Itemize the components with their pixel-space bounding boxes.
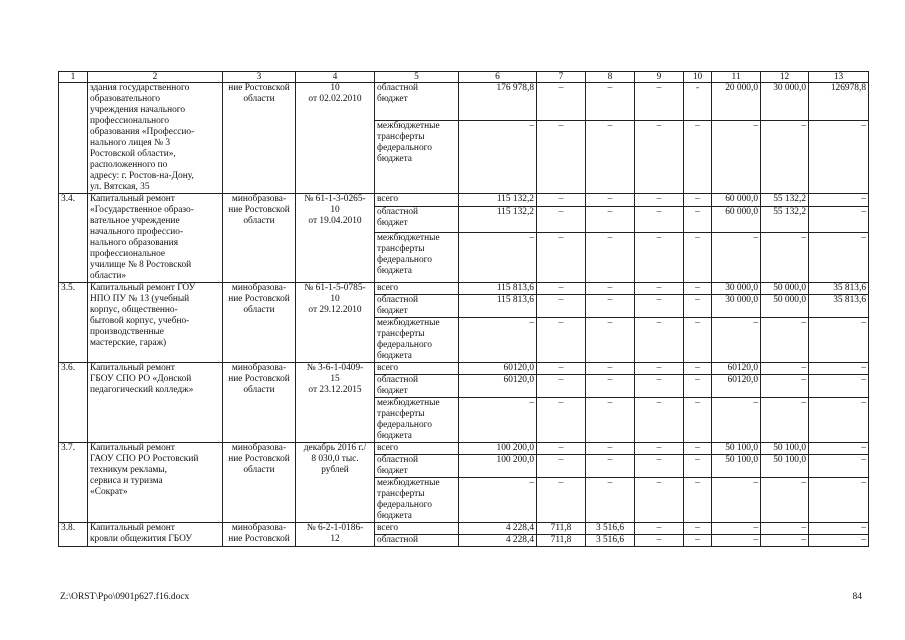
value-cell: 711,8 — [537, 535, 586, 547]
value-cell: 50 100,0 — [761, 443, 809, 455]
table-row — [59, 194, 869, 207]
item-name — [88, 283, 223, 363]
value-cell: – — [537, 443, 586, 455]
header-col-13: 13 — [809, 72, 869, 83]
value-cell: 3 516,6 — [586, 523, 635, 535]
item-name-text: здания государственного образовательного учреждения начального профессионального образования «Профессио- нального лицея № 3 Ростовской области», расположенного по адресу: г. Ростов-на-Дону, ул. Вятская, 35 — [90, 83, 195, 192]
value-cell: – — [459, 398, 537, 443]
responsible-org-text: минобразова- ние Ростовской области — [228, 194, 290, 226]
item-name-text: Капитальный ремонт ГАОУ СПО РО Ростовский техникум рекламы, сервиса и туризма «Сократ» — [90, 443, 199, 497]
funding-source — [375, 478, 459, 523]
value-cell: – — [684, 523, 712, 535]
column-number-header — [59, 72, 869, 83]
item-number — [59, 363, 88, 443]
value-cell: 60120,0 — [459, 363, 537, 375]
value-cell: – — [635, 283, 684, 295]
value-cell: 115 813,6 — [459, 295, 537, 318]
document-ref — [296, 194, 375, 283]
funding-source-label: областной — [377, 535, 419, 545]
value-cell: 30 000,0 — [761, 83, 809, 121]
value-cell: – — [586, 194, 635, 207]
item-number-text: 3.7. — [61, 443, 76, 453]
funding-source — [375, 523, 459, 535]
value-cell: – — [761, 535, 809, 547]
item-number-text: 3.8. — [61, 523, 76, 533]
item-name — [88, 194, 223, 283]
value-cell: – — [537, 207, 586, 233]
value-cell: 100 200,0 — [459, 443, 537, 455]
value-cell: – — [537, 398, 586, 443]
value-cell: - — [684, 83, 712, 121]
header-col-1: 1 — [59, 72, 88, 83]
value-cell: – — [684, 455, 712, 478]
value-cell: – — [809, 120, 869, 193]
funding-source — [375, 232, 459, 282]
value-cell: 35 813,6 — [809, 295, 869, 318]
item-name — [88, 363, 223, 443]
item-name — [88, 443, 223, 523]
table-row — [59, 363, 869, 375]
document-ref-text: 10 от 02.02.2010 — [308, 83, 362, 104]
page-number: 84 — [852, 592, 862, 602]
value-cell: – — [635, 295, 684, 318]
value-cell: – — [761, 398, 809, 443]
value-cell: – — [459, 232, 537, 282]
funding-source-label: межбюджетные трансферты федерального бюджета — [377, 232, 440, 276]
value-cell: 60 000,0 — [712, 194, 761, 207]
value-cell: 50 100,0 — [712, 455, 761, 478]
value-cell: – — [761, 375, 809, 398]
value-cell: 50 100,0 — [712, 443, 761, 455]
value-cell: – — [809, 232, 869, 282]
funding-source — [375, 398, 459, 443]
value-cell: – — [809, 443, 869, 455]
document-ref — [296, 363, 375, 443]
value-cell: – — [761, 363, 809, 375]
value-cell: 60120,0 — [712, 363, 761, 375]
item-number — [59, 443, 88, 523]
value-cell: – — [586, 375, 635, 398]
value-cell: – — [635, 478, 684, 523]
value-cell: – — [712, 478, 761, 523]
funding-source-label: межбюджетные трансферты федерального бюджета — [377, 318, 440, 361]
item-name-text: Капитальный ремонт ГОУ НПО ПУ № 13 (учебный корпус, общественно- бытовой корпус, учебно- производственные мастерские, гараж) — [90, 283, 196, 348]
funding-source — [375, 455, 459, 478]
funding-source-label: всего — [377, 283, 399, 293]
item-number — [59, 523, 88, 547]
value-cell: – — [635, 375, 684, 398]
responsible-org — [223, 443, 296, 523]
value-cell: – — [537, 478, 586, 523]
funding-source — [375, 295, 459, 318]
value-cell: 126978,8 — [809, 83, 869, 121]
funding-source-label: областной бюджет — [377, 295, 419, 316]
document-ref — [296, 283, 375, 363]
value-cell: 60120,0 — [459, 375, 537, 398]
file-path: Z:\ORST\Ppo\0901p627.f16.docx — [60, 592, 190, 602]
header-col-4: 4 — [296, 72, 375, 83]
document-ref-text: № 3-6-1-0409- 15 от 23.12.2015 — [306, 363, 364, 395]
value-cell: – — [809, 523, 869, 535]
value-cell: – — [537, 363, 586, 375]
value-cell: – — [537, 83, 586, 121]
value-cell: 711,8 — [537, 523, 586, 535]
value-cell: – — [684, 478, 712, 523]
value-cell: 30 000,0 — [712, 295, 761, 318]
funding-source — [375, 375, 459, 398]
value-cell: – — [586, 232, 635, 282]
value-cell: – — [712, 535, 761, 547]
value-cell: – — [537, 283, 586, 295]
responsible-org-text: минобразова- ние Ростовской области — [228, 363, 290, 395]
item-name-text: Капитальный ремонт «Государственное образо- вательное учреждение начального профессио- нального образования профессиональное училище № 8 Ростовской области» — [90, 194, 194, 281]
funding-source-label: межбюджетные трансферты федерального бюджета — [377, 398, 440, 441]
value-cell: – — [684, 283, 712, 295]
header-col-7: 7 — [537, 72, 586, 83]
item-name-text: Капитальный ремонт ГБОУ СПО РО «Донской педагогический колледж» — [90, 363, 194, 395]
value-cell: – — [635, 443, 684, 455]
value-cell: 60120,0 — [712, 375, 761, 398]
header-col-9: 9 — [635, 72, 684, 83]
document-ref — [296, 83, 375, 194]
item-number — [59, 83, 88, 194]
value-cell: – — [761, 120, 809, 193]
value-cell: – — [459, 318, 537, 363]
value-cell: – — [635, 83, 684, 121]
value-cell: 4 228,4 — [459, 535, 537, 547]
value-cell: 50 000,0 — [761, 295, 809, 318]
funding-source-label: областной бюджет — [377, 83, 419, 104]
value-cell: – — [809, 194, 869, 207]
value-cell: 30 000,0 — [712, 283, 761, 295]
responsible-org — [223, 283, 296, 363]
value-cell: 50 100,0 — [761, 455, 809, 478]
value-cell: – — [684, 295, 712, 318]
value-cell: – — [635, 120, 684, 193]
value-cell: – — [586, 363, 635, 375]
document-ref-text: № 61-1-5-0785- 10 от 29.12.2010 — [304, 283, 366, 315]
value-cell: – — [684, 207, 712, 233]
value-cell: 176 978,8 — [459, 83, 537, 121]
funding-source — [375, 207, 459, 233]
value-cell: 35 813,6 — [809, 283, 869, 295]
document-ref-text: № 61-1-3-0265- 10 от 19.04.2010 — [304, 194, 366, 226]
value-cell: – — [635, 455, 684, 478]
value-cell: 115 813,6 — [459, 283, 537, 295]
table-row — [59, 83, 869, 121]
value-cell: – — [684, 363, 712, 375]
table-row — [59, 443, 869, 455]
value-cell: – — [809, 535, 869, 547]
value-cell: – — [586, 83, 635, 121]
header-col-8: 8 — [586, 72, 635, 83]
responsible-org-text: минобразова- ние Ростовской области — [228, 283, 290, 315]
value-cell: – — [809, 207, 869, 233]
value-cell: – — [635, 232, 684, 282]
value-cell: – — [635, 398, 684, 443]
document-ref-text: декабрь 2016 г./ 8 030,0 тыс. рублей — [303, 443, 367, 475]
value-cell: – — [684, 194, 712, 207]
funding-source-label: межбюджетные трансферты федерального бюджета — [377, 120, 440, 164]
value-cell: – — [809, 478, 869, 523]
item-number-text: 3.6. — [61, 363, 76, 373]
value-cell: – — [537, 120, 586, 193]
value-cell: 55 132,2 — [761, 207, 809, 233]
value-cell: – — [537, 232, 586, 282]
value-cell: – — [537, 318, 586, 363]
value-cell: – — [809, 455, 869, 478]
funding-source-label: всего — [377, 363, 399, 373]
header-col-11: 11 — [712, 72, 761, 83]
value-cell: – — [684, 398, 712, 443]
table-row — [59, 283, 869, 295]
value-cell: – — [761, 232, 809, 282]
value-cell: 115 132,2 — [459, 194, 537, 207]
value-cell: – — [712, 398, 761, 443]
funding-source — [375, 283, 459, 295]
value-cell: – — [459, 120, 537, 193]
item-number — [59, 283, 88, 363]
responsible-org — [223, 194, 296, 283]
value-cell: – — [761, 318, 809, 363]
funding-source — [375, 443, 459, 455]
funding-source — [375, 83, 459, 121]
value-cell: 3 516,6 — [586, 535, 635, 547]
funding-source — [375, 318, 459, 363]
value-cell: – — [809, 398, 869, 443]
value-cell: – — [712, 232, 761, 282]
value-cell: – — [635, 318, 684, 363]
table-row — [59, 523, 869, 535]
funding-source-label: областной бюджет — [377, 375, 419, 396]
value-cell: – — [635, 207, 684, 233]
value-cell: – — [537, 194, 586, 207]
value-cell: – — [586, 455, 635, 478]
value-cell: – — [537, 295, 586, 318]
responsible-org — [223, 523, 296, 547]
value-cell: – — [586, 295, 635, 318]
header-col-3: 3 — [223, 72, 296, 83]
value-cell: – — [537, 455, 586, 478]
value-cell: – — [586, 443, 635, 455]
table-body — [59, 72, 869, 547]
value-cell: – — [586, 120, 635, 193]
value-cell: – — [537, 375, 586, 398]
value-cell: – — [761, 523, 809, 535]
funding-source-label: всего — [377, 443, 399, 453]
value-cell: – — [684, 443, 712, 455]
document-ref — [296, 523, 375, 547]
value-cell: 115 132,2 — [459, 207, 537, 233]
value-cell: 20 000,0 — [712, 83, 761, 121]
funding-source — [375, 120, 459, 193]
item-name-text: Капитальный ремонт кровли общежития ГБОУ — [90, 523, 192, 544]
value-cell: – — [586, 478, 635, 523]
value-cell: – — [586, 318, 635, 363]
value-cell: – — [809, 363, 869, 375]
responsible-org-text: минобразова- ние Ростовской — [228, 523, 290, 544]
value-cell: – — [586, 207, 635, 233]
item-name — [88, 83, 223, 194]
document-ref — [296, 443, 375, 523]
value-cell: – — [712, 318, 761, 363]
funding-source-label: всего — [377, 523, 399, 533]
header-col-6: 6 — [459, 72, 537, 83]
header-col-12: 12 — [761, 72, 809, 83]
budget-table — [58, 71, 869, 547]
value-cell: – — [586, 283, 635, 295]
item-number — [59, 194, 88, 283]
value-cell: 60 000,0 — [712, 207, 761, 233]
value-cell: – — [684, 318, 712, 363]
item-number-text: 3.5. — [61, 283, 76, 293]
value-cell: – — [684, 535, 712, 547]
value-cell: – — [635, 535, 684, 547]
value-cell: – — [761, 478, 809, 523]
responsible-org-text: минобразова- ние Ростовской области — [228, 443, 290, 475]
value-cell: – — [809, 375, 869, 398]
funding-source — [375, 363, 459, 375]
header-col-2: 2 — [88, 72, 223, 83]
value-cell: 4 228,4 — [459, 523, 537, 535]
funding-source — [375, 194, 459, 207]
value-cell: – — [586, 398, 635, 443]
value-cell: – — [712, 523, 761, 535]
item-name — [88, 523, 223, 547]
document-ref-text: № 6-2-1-0186- 12 — [306, 523, 364, 544]
header-col-5: 5 — [375, 72, 459, 83]
value-cell: – — [809, 318, 869, 363]
funding-source-label: областной бюджет — [377, 455, 419, 476]
funding-source-label: областной бюджет — [377, 207, 419, 229]
value-cell: – — [712, 120, 761, 193]
value-cell: – — [635, 363, 684, 375]
item-number-text: 3.4. — [61, 194, 76, 204]
value-cell: – — [635, 523, 684, 535]
funding-source — [375, 535, 459, 547]
responsible-org-text: ние Ростовской области — [228, 83, 290, 104]
value-cell: – — [635, 194, 684, 207]
value-cell: – — [459, 478, 537, 523]
value-cell: – — [684, 120, 712, 193]
funding-source-label: всего — [377, 194, 399, 204]
value-cell: 100 200,0 — [459, 455, 537, 478]
value-cell: 55 132,2 — [761, 194, 809, 207]
header-col-10: 10 — [684, 72, 712, 83]
responsible-org — [223, 83, 296, 194]
value-cell: – — [684, 375, 712, 398]
value-cell: 50 000,0 — [761, 283, 809, 295]
value-cell: – — [684, 232, 712, 282]
responsible-org — [223, 363, 296, 443]
funding-source-label: межбюджетные трансферты федерального бюджета — [377, 478, 440, 521]
